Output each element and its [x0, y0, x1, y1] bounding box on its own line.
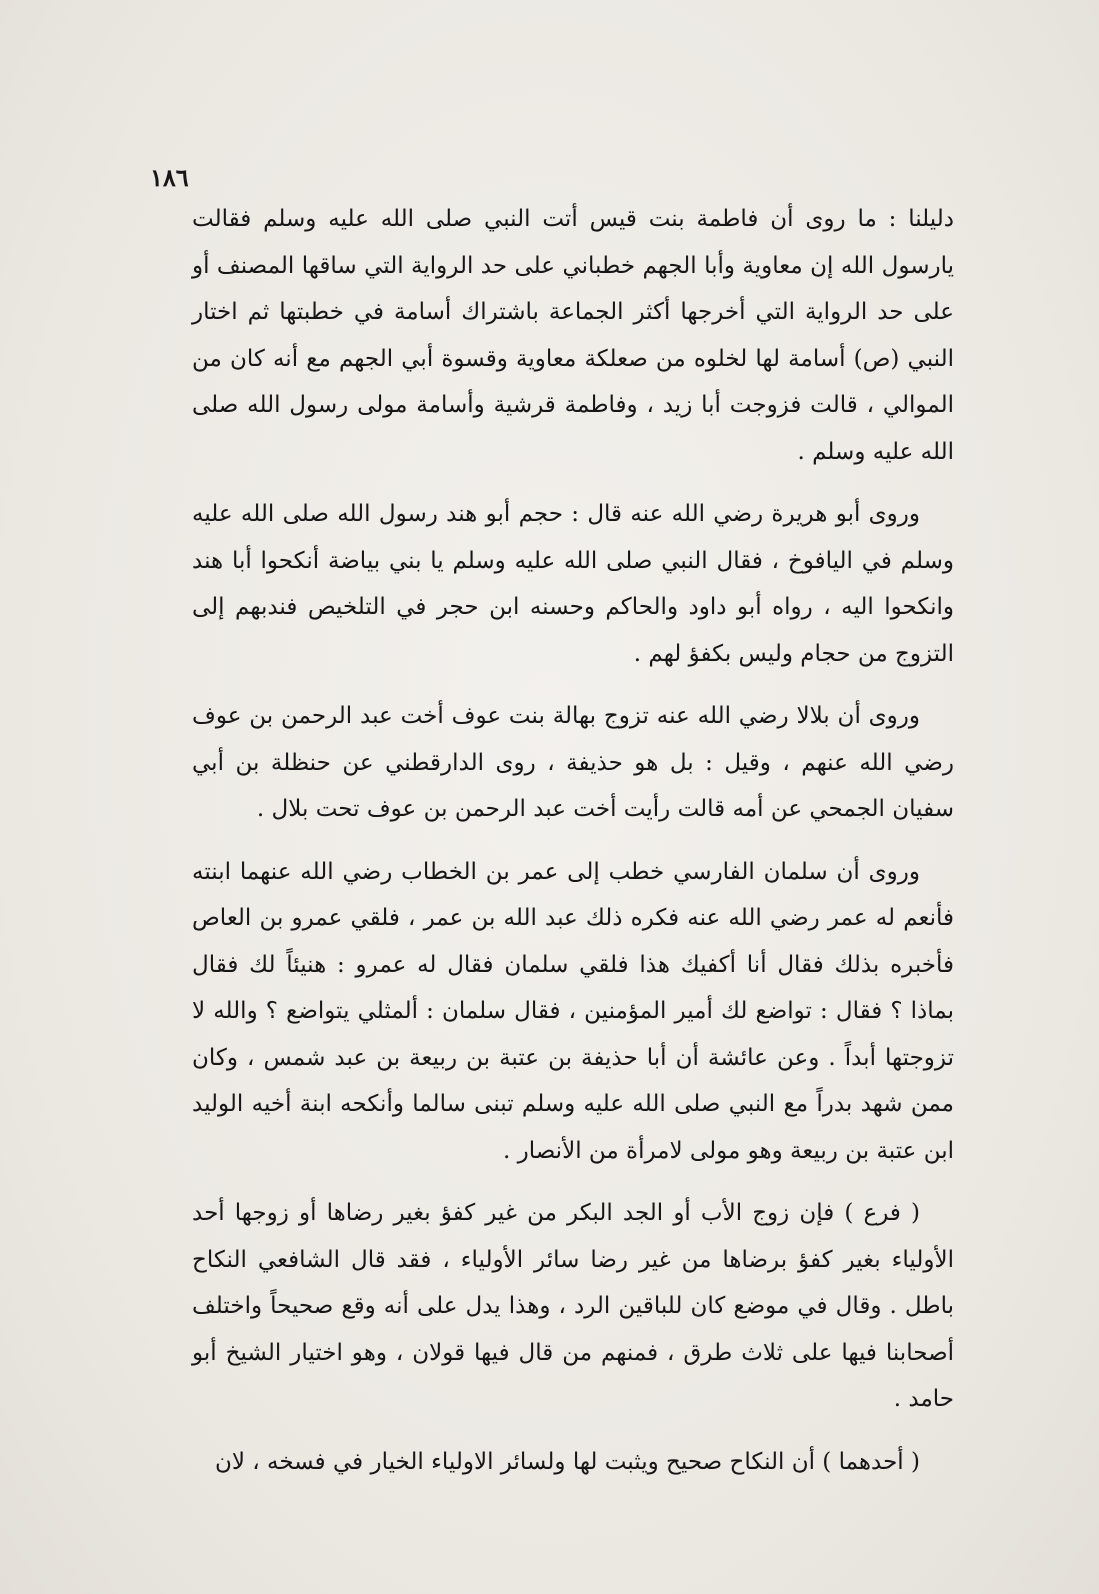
- paragraph-6: ( أحدهما ) أن النكاح صحيح ويثبت لها ولسائر الاولياء الخيار في فسخه ، لان: [214, 1448, 920, 1475]
- paragraph-2: وروى أبو هريرة رضي الله عنه قال : حجم أبو هند رسول الله صلى الله عليه وسلم في اليافوخ ، فقال النبي صلى الله عليه وسلم يا بني بياضة أنكحوا أبا هند وانكحوا اليه ، رواه أبو داود والحاكم وحسنه ابن حجر في التلخيص فندبهم إلى التزوج من حجام وليس بكفؤ لهم .: [192, 501, 954, 667]
- paragraph-5: ( فرع ) فإن زوج الأب أو الجد البكر من غير كفؤ بغير رضاها أو زوجها أحد الأولياء بغير كفؤ برضاها من غير رضا سائر الأولياء ، فقد قال الشافعي النكاح باطل . وقال في موضع كان للباقين الرد ، وهذا يدل على أنه وقع صحيحاً واختلف أصحابنا فيها على ثلاث طرق ، فمنهم من قال فيها قولان ، وهو اختيار الشيخ أبو حامد .: [192, 1200, 954, 1412]
- paragraph-4: وروى أن سلمان الفارسي خطب إلى عمر بن الخطاب رضي الله عنهما ابنته فأنعم له عمر رضي الله عنه فكره ذلك عبد الله بن عمر ، فلقي عمرو بن العاص فأخبره بذلك فقال أنا أكفيك هذا فلقي سلمان فقال له عمرو : هنيئاً لك فقال بماذا ؟ فقال : تواضع لك أمير المؤمنين ، فقال سلمان : ألمثلي يتواضع ؟ والله لا تزوجتها أبداً . وعن عائشة أن أبا حذيفة بن عتبة بن ربيعة بن عبد شمس ، وكان ممن شهد بدراً مع النبي صلى الله عليه وسلم تبنى سالما وأنكحه ابنة أخيه الوليد ابن عتبة بن ربيعة وهو مولى لامرأة من الأنصار .: [192, 858, 954, 1164]
- paragraph-1: دليلنا : ما روى أن فاطمة بنت قيس أتت النبي صلى الله عليه وسلم فقالت يارسول الله إن معاوية وأبا الجهم خطباني على حد الرواية التي ساقها المصنف أو على حد الرواية التي أخرجها أكثر الجماعة باشتراك أسامة في خطبتها ثم اختار النبي (ص) أسامة لها لخلوه من صعلكة معاوية وقسوة أبي الجهم مع أنه كان من الموالي ، قالت فزوجت أبا زيد ، وفاطمة قرشية وأسامة مولى رسول الله صلى الله عليه وسلم .: [192, 206, 954, 465]
- paragraph-3: وروى أن بلالا رضي الله عنه تزوج بهالة بنت عوف أخت عبد الرحمن بن عوف رضي الله عنهم ، وقيل : بل هو حذيفة ، روى الدارقطني عن حنظلة بن أبي سفيان الجمحي عن أمه قالت رأيت أخت عبد الرحمن بن عوف تحت بلال .: [192, 703, 954, 822]
- page-number: ١٨٦: [150, 163, 189, 192]
- body-text: [192, 196, 954, 1501]
